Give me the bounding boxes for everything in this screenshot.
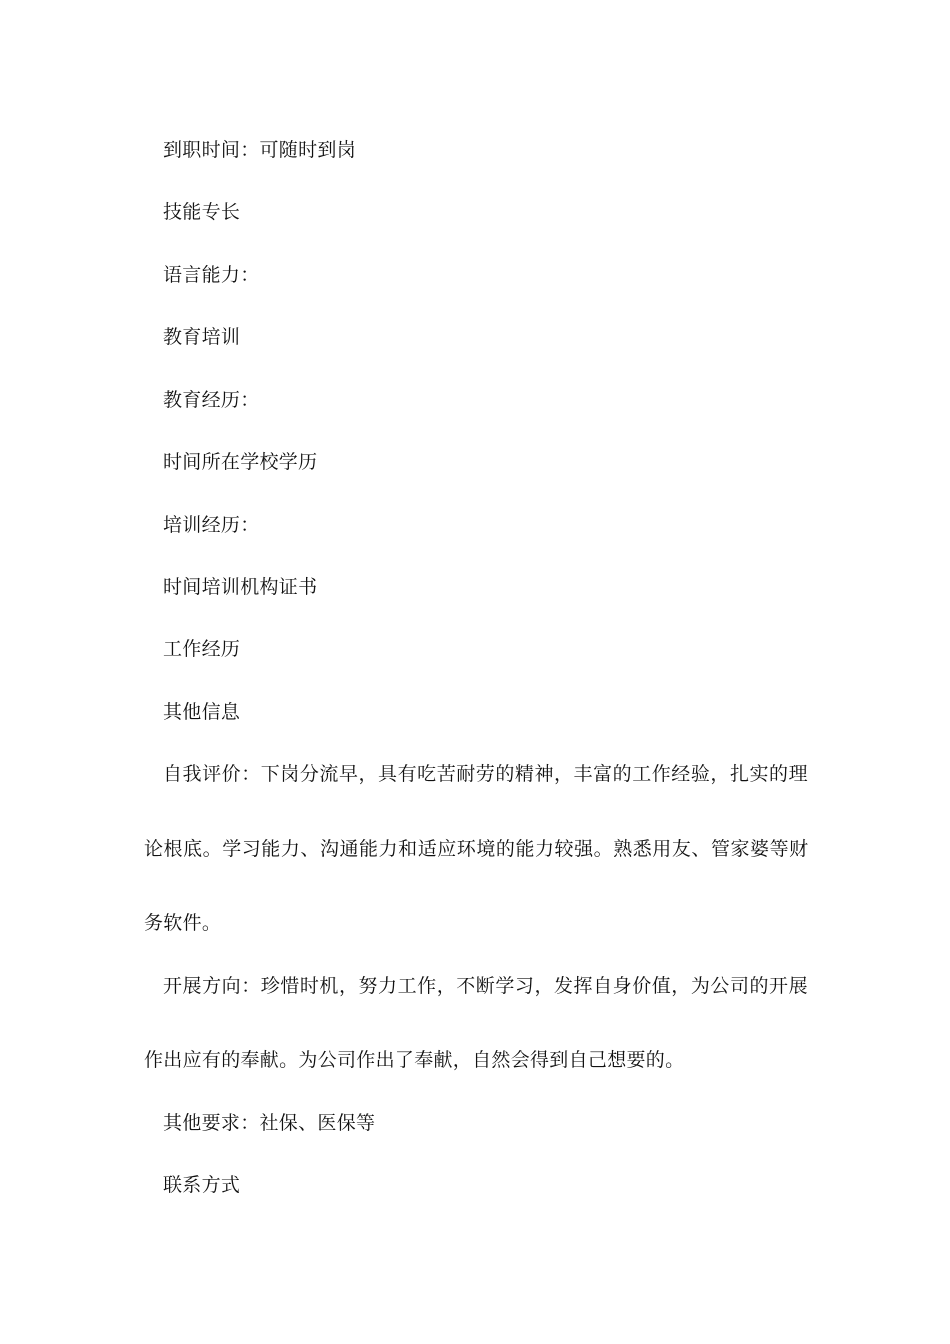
self-evaluation-line-2: 论根底。学习能力、沟通能力和适应环境的能力较强。熟悉用友、管家婆等财 — [144, 838, 809, 860]
other-info-heading: 其他信息 — [163, 701, 241, 723]
education-training-heading: 教育培训 — [163, 326, 241, 348]
direction-line-2: 作出应有的奉献。为公司作出了奉献，自然会得到自己想要的。 — [144, 1049, 685, 1071]
self-evaluation-line-3: 务软件。 — [144, 912, 222, 934]
direction-line-1: 开展方向：珍惜时机，努力工作，不断学习，发挥自身价值，为公司的开展 — [163, 975, 809, 997]
training-history-line: 培训经历： — [163, 514, 260, 536]
work-history-heading: 工作经历 — [163, 638, 241, 660]
self-evaluation-line-1: 自我评价：下岗分流早，具有吃苦耐劳的精神，丰富的工作经验，扎实的理 — [163, 763, 809, 785]
other-requirements-line: 其他要求：社保、医保等 — [163, 1112, 376, 1134]
skills-heading: 技能专长 — [163, 201, 241, 223]
training-columns-line: 时间培训机构证书 — [163, 576, 318, 598]
education-columns-line: 时间所在学校学历 — [163, 451, 318, 473]
language-line: 语言能力： — [163, 264, 260, 286]
start-date-line: 到职时间：可随时到岗 — [163, 139, 357, 161]
contact-heading: 联系方式 — [163, 1174, 241, 1196]
education-history-line: 教育经历： — [163, 389, 260, 411]
